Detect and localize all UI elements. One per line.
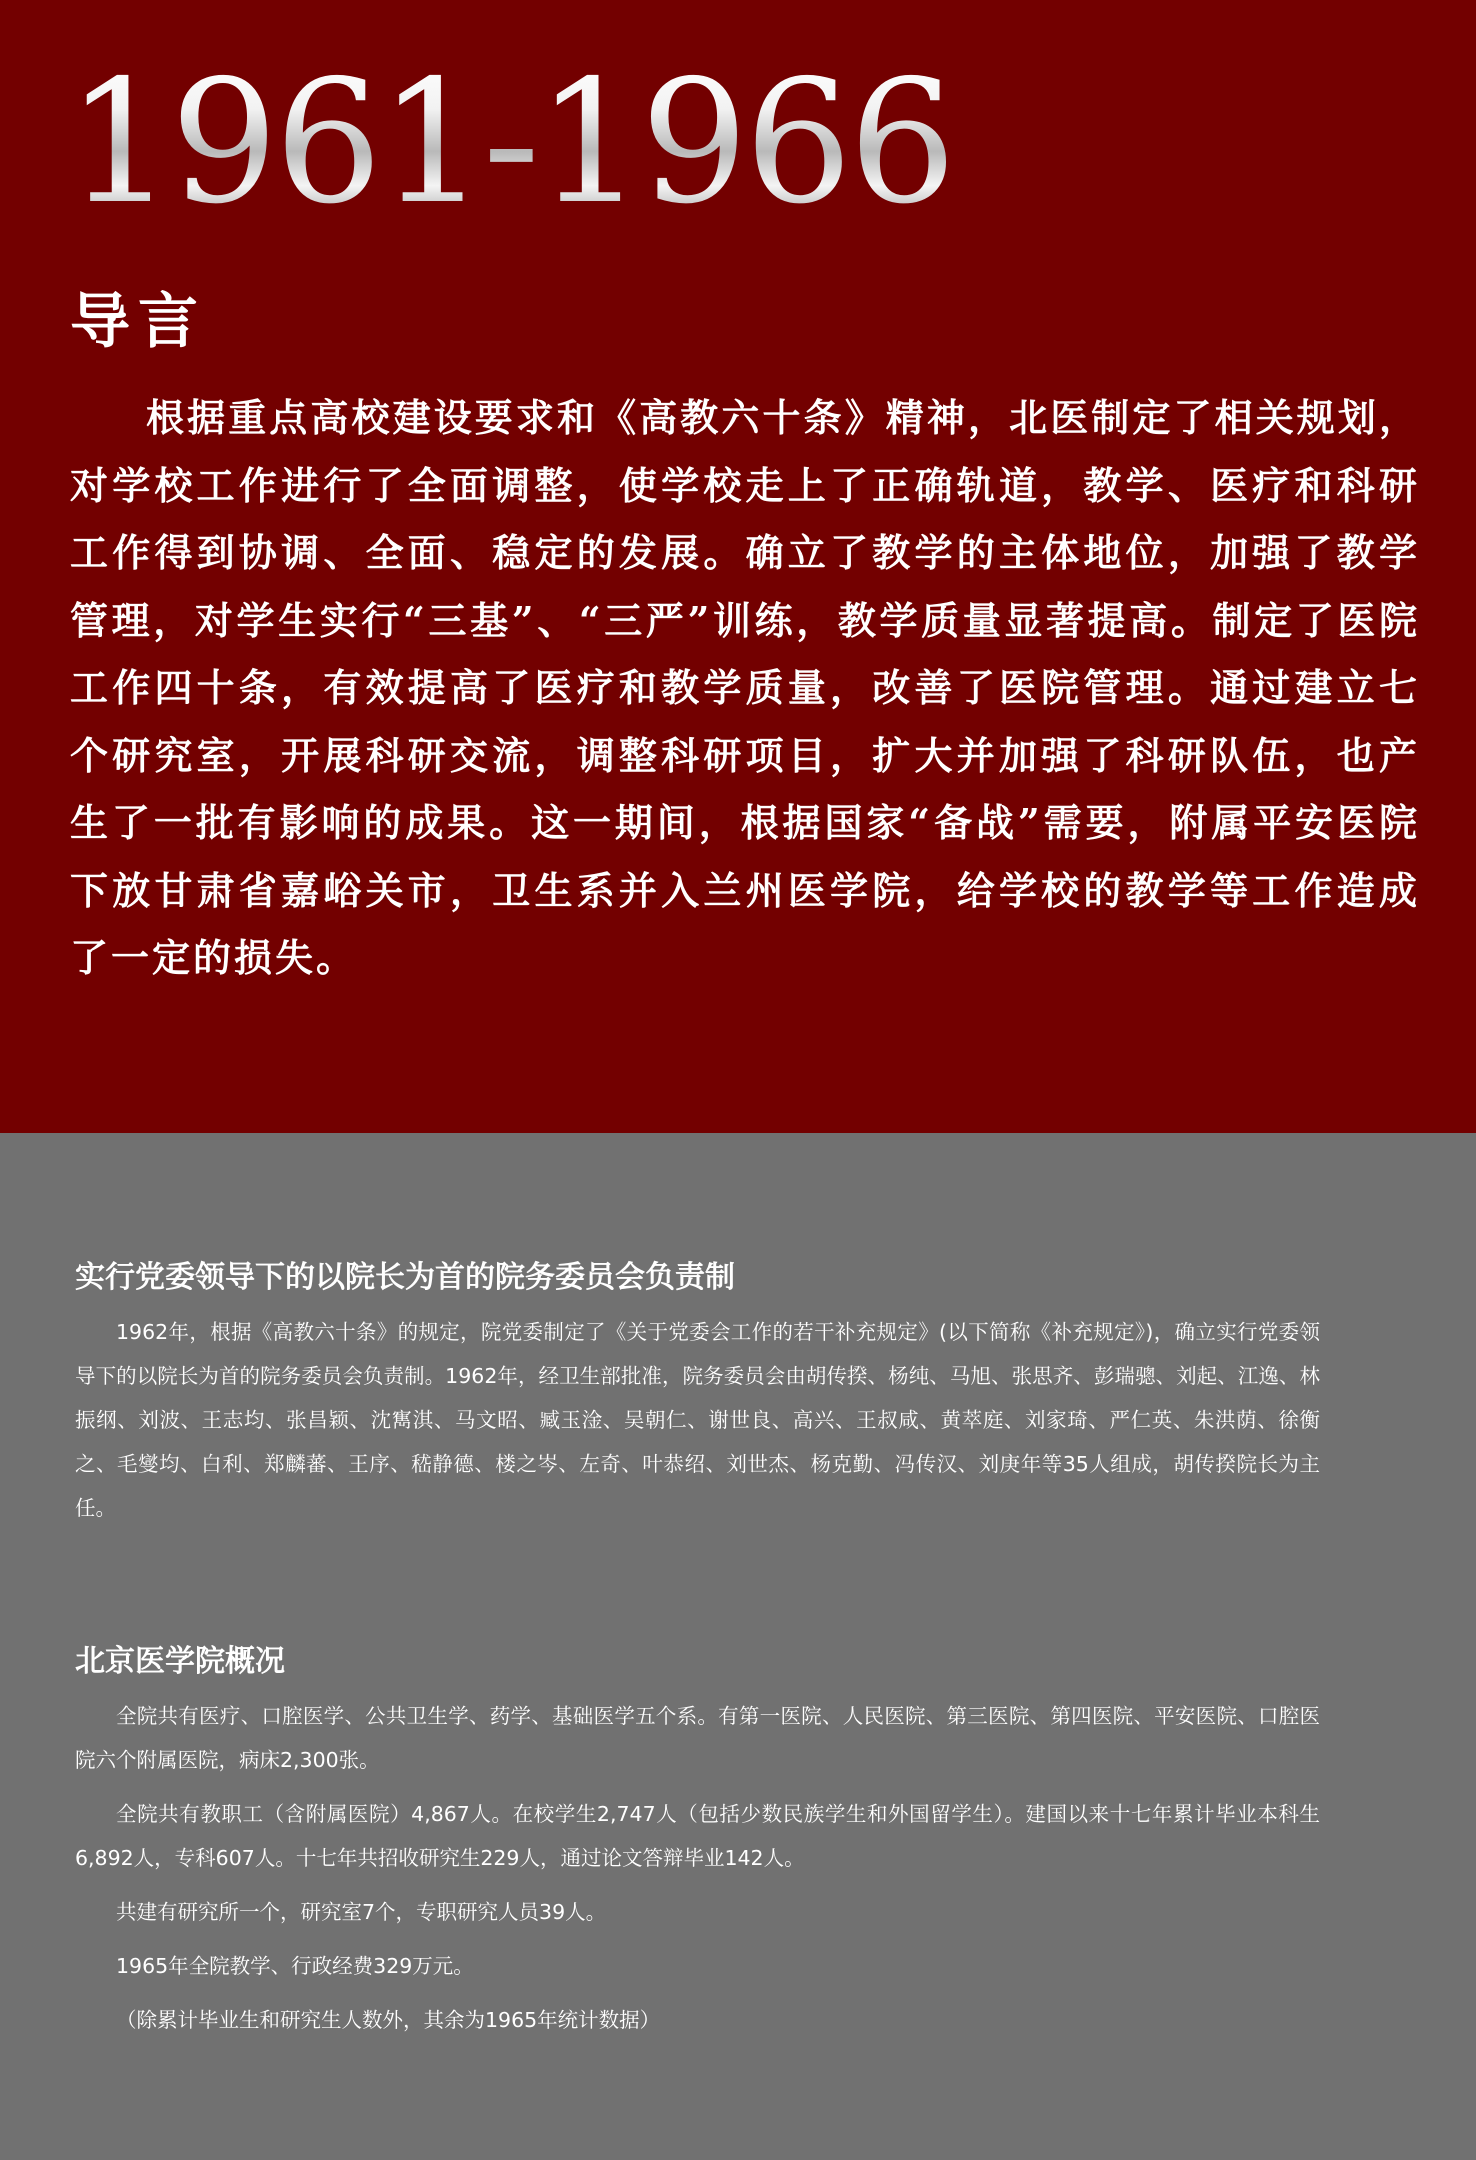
section-title: 实行党委领导下的以院长为首的院务委员会负责制 — [75, 1260, 735, 1295]
intro-heading: 导言 — [70, 287, 206, 357]
section-note: （除累计毕业生和研究生人数外，其余为1965年统计数据） — [116, 2008, 661, 2032]
section-title: 北京医学院概况 — [75, 1644, 285, 1679]
section-paragraph: 全院共有教职工（含附属医院）4,867人。在校学生2,747人（包括少数民族学生和外国留学生）。建国以来十七年累计毕业本科生6,892人，专科607人。十七年共招收研究生229人，通过论文答辩毕业142人。 — [75, 1802, 1320, 1870]
section-paragraph: 共建有研究所一个，研究室7个，专职研究人员39人。 — [116, 1900, 607, 1924]
period-title: 1961-1966 — [66, 44, 953, 242]
section-governance — [75, 1258, 1320, 1530]
section-overview — [75, 1642, 1320, 2052]
section-paragraph: 1962年，根据《高教六十条》的规定，院党委制定了《关于党委会工作的若干补充规定》(以下简称《补充规定》)，确立实行党委领导下的以院长为首的院务委员会负责制。1962年，经卫生部批准，院务委员会由胡传揆、杨纯、马旭、张思齐、彭瑞骢、刘起、江逸、林振纲、刘波、王志均、张昌颖、沈寯淇、马文昭、臧玉淦、吴朝仁、谢世良、高兴、王叔咸、黄萃庭、刘家琦、严仁英、朱洪荫、徐衡之、毛燮均、白利、郑麟蕃、王序、嵇静德、楼之岑、左奇、叶恭绍、刘世杰、杨克勤、冯传汉、刘庚年等35人组成，胡传揆院长为主任。 — [75, 1320, 1320, 1520]
section-paragraph: 全院共有医疗、口腔医学、公共卫生学、药学、基础医学五个系。有第一医院、人民医院、第三医院、第四医院、平安医院、口腔医院六个附属医院，病床2,300张。 — [75, 1704, 1320, 1772]
intro-text: 根据重点高校建设要求和《高教六十条》精神，北医制定了相关规划，对学校工作进行了全面调整，使学校走上了正确轨道，教学、医疗和科研工作得到协调、全面、稳定的发展。确立了教学的主体地位，加强了教学管理，对学生实行“三基”、“三严”训练，教学质量显著提高。制定了医院工作四十条，有效提高了医疗和教学质量，改善了医院管理。通过建立七个研究室，开展科研交流，调整科研项目，扩大并加强了科研队伍，也产生了一批有影响的成果。这一期间，根据国家“备战”需要，附属平安医院下放甘肃省嘉峪关市，卫生系并入兰州医学院，给学校的教学等工作造成了一定的损失。 — [70, 395, 1420, 980]
section-paragraph: 1965年全院教学、行政经费329万元。 — [116, 1954, 474, 1978]
